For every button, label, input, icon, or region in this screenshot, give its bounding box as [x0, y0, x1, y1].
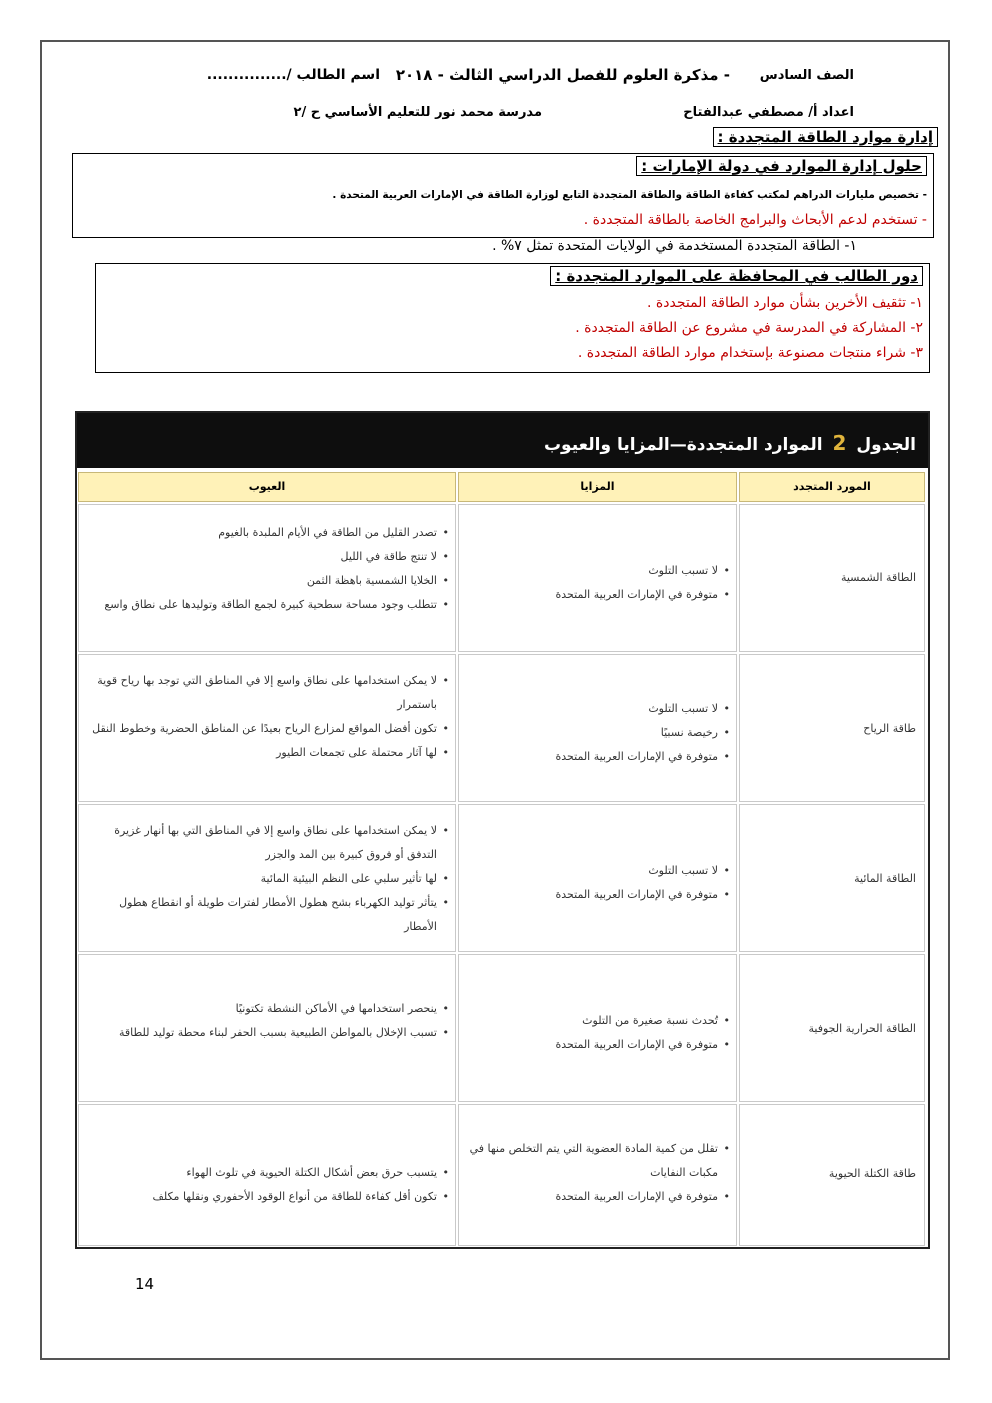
table-row-solar-resource — [739, 504, 925, 652]
table-title-text: الموارد المتجددة—المزايا والعيوب — [543, 435, 823, 455]
solar-disadvantage-1: • تصدر القليل من الطاقة في الأيام الملبدة بالغيوم — [85, 521, 437, 545]
biomass-advantage-2: • متوفرة في الإمارات العربية المتحدة — [465, 1185, 718, 1209]
student-box-title: دور الطالب في المحافظة على الموارد المتجددة : — [550, 266, 923, 286]
solar-disadvantage-4: • تتطلب وجود مساحة سطحية كبيرة لجمع الطاقة وتوليدها على نطاق واسع — [85, 593, 437, 617]
geothermal-advantage-1: • تُحدث نسبة صغيرة من التلوث — [465, 1009, 718, 1033]
geothermal-advantage-2: • متوفرة في الإمارات العربية المتحدة — [465, 1033, 718, 1057]
geothermal-disadvantage-1: • ينحصر استخدامها في الأماكن النشطة تكتونيًا — [85, 997, 437, 1021]
resource-name-solar: الطاقة الشمسية — [840, 571, 916, 584]
table-title-prefix: الجدول — [856, 435, 916, 455]
solar-disadvantage-3: • الخلايا الشمسية باهظة الثمن — [85, 569, 437, 593]
solar-advantage-2: • متوفرة في الإمارات العربية المتحدة — [465, 583, 718, 607]
page-number: 14 — [135, 1275, 155, 1293]
table-row-geothermal-disadvantages — [78, 954, 456, 1102]
hydro-advantage-1: • لا تسبب التلوث — [465, 859, 718, 883]
resource-name-hydro: الطاقة المائية — [854, 872, 916, 885]
renewable-resources-table — [75, 411, 930, 1249]
solar-advantage-1: • لا تسبب التلوث — [465, 559, 718, 583]
us-renewable-note: ١- الطاقة المتجددة المستخدمة في الولايات المتحدة تمثل ٧% . — [492, 238, 857, 254]
wind-advantage-1: • لا تسبب التلوث — [465, 697, 718, 721]
document-title: - مذكرة العلوم للفصل الدراسي الثالث - ٢٠١٨ — [395, 66, 730, 84]
table-title-number: 2 — [832, 431, 847, 455]
table-row-geothermal-resource — [739, 954, 925, 1102]
wind-advantage-2: • رخيصة نسبيًا — [465, 721, 718, 745]
uae-solutions-box — [72, 153, 934, 238]
hydro-disadvantage-2: • لها تأثير سلبي على النظم البيئية المائية — [85, 867, 437, 891]
table-row-wind-disadvantages — [78, 654, 456, 802]
table-row-biomass-resource — [739, 1104, 925, 1246]
biomass-disadvantage-2: • تكون أقل كفاءة للطاقة من أنواع الوقود الأحفوري ونقلها مكلف — [85, 1185, 437, 1209]
uae-box-line-2: - تستخدم لدعم الأبحاث والبرامج الخاصة بالطاقة المتجددة . — [583, 212, 927, 228]
column-header-disadvantages: العيوب — [78, 472, 456, 502]
wind-advantage-3: • متوفرة في الإمارات العربية المتحدة — [465, 745, 718, 769]
table-title — [544, 431, 916, 455]
uae-box-title: حلول إدارة الموارد في دولة الإمارات : — [636, 156, 927, 176]
geothermal-disadvantage-2: • تسبب الإخلال بالمواطن الطبيعية بسبب الحفر لبناء محطة توليد للطاقة — [85, 1021, 437, 1045]
table-row-wind-advantages — [458, 654, 737, 802]
section-title-renewable-management: إدارة موارد الطاقة المتجددة : — [713, 127, 938, 147]
table-row-hydro-resource — [739, 804, 925, 952]
column-header-advantages: المزايا — [458, 472, 737, 502]
hydro-disadvantage-1: • لا يمكن استخدامها على نطاق واسع إلا في المناطق التي بها أنهار غزيرة التدفق أو فروق كبيرة بين المد والجزر — [85, 819, 437, 867]
table-row-solar-advantages — [458, 504, 737, 652]
student-role-item-1: ١- تثقيف الأخرين بشأن موارد الطاقة المتجددة . — [647, 295, 923, 311]
uae-box-line-1: - تخصيص مليارات الدراهم لمكتب كفاءة الطاقة والطاقة المتجددة التابع لوزارة الطاقة في الإمارات العربية المتحدة . — [332, 189, 927, 201]
table-row-solar-disadvantages — [78, 504, 456, 652]
prepared-by: اعداد أ/ مصطفي عبدالفتاح — [683, 105, 854, 120]
resource-name-geothermal: الطاقة الحرارية الجوفية — [808, 1022, 916, 1035]
column-header-resource: المورد المتجدد — [739, 472, 925, 502]
table-row-biomass-advantages — [458, 1104, 737, 1246]
table-row-hydro-disadvantages — [78, 804, 456, 952]
student-role-item-3: ٣- شراء منتجات مصنوعة بإستخدام موارد الطاقة المتجددة . — [577, 345, 923, 361]
table-row-wind-resource — [739, 654, 925, 802]
table-header-bar — [77, 413, 928, 468]
resource-name-biomass: طاقة الكتلة الحيوية — [828, 1167, 916, 1180]
table-row-hydro-advantages — [458, 804, 737, 952]
school-name: مدرسة محمد نور للتعليم الأساسي ح /٢ — [293, 105, 542, 120]
hydro-disadvantage-3: • يتأثر توليد الكهرباء بشح هطول الأمطار لفترات طويلة أو انقطاع هطول الأمطار — [85, 891, 437, 939]
solar-disadvantage-2: • لا تنتج طاقة في الليل — [85, 545, 437, 569]
wind-disadvantage-1: • لا يمكن استخدامها على نطاق واسع إلا في المناطق التي توجد بها رياح قوية باستمرار — [85, 669, 437, 717]
wind-disadvantage-3: • لها آثار محتملة على تجمعات الطيور — [85, 741, 437, 765]
student-role-box — [95, 263, 930, 373]
hydro-advantage-2: • متوفرة في الإمارات العربية المتحدة — [465, 883, 718, 907]
resource-name-wind: طاقة الرياح — [863, 722, 916, 735]
table-row-biomass-disadvantages — [78, 1104, 456, 1246]
student-name-field: اسم الطالب /............... — [206, 67, 380, 83]
wind-disadvantage-2: • تكون أفضل المواقع لمزارع الرياح بعيدًا عن المناطق الحضرية وخطوط النقل — [85, 717, 437, 741]
biomass-advantage-1: • تقلل من كمية المادة العضوية التي يتم التخلص منها في مكبات النفايات — [465, 1137, 718, 1185]
grade-label: الصف السادس — [759, 68, 854, 83]
student-role-item-2: ٢- المشاركة في المدرسة في مشروع عن الطاقة المتجددة . — [575, 320, 923, 336]
biomass-disadvantage-1: • يتسبب حرق بعض أشكال الكتلة الحيوية في تلوث الهواء — [85, 1161, 437, 1185]
table-row-geothermal-advantages — [458, 954, 737, 1102]
